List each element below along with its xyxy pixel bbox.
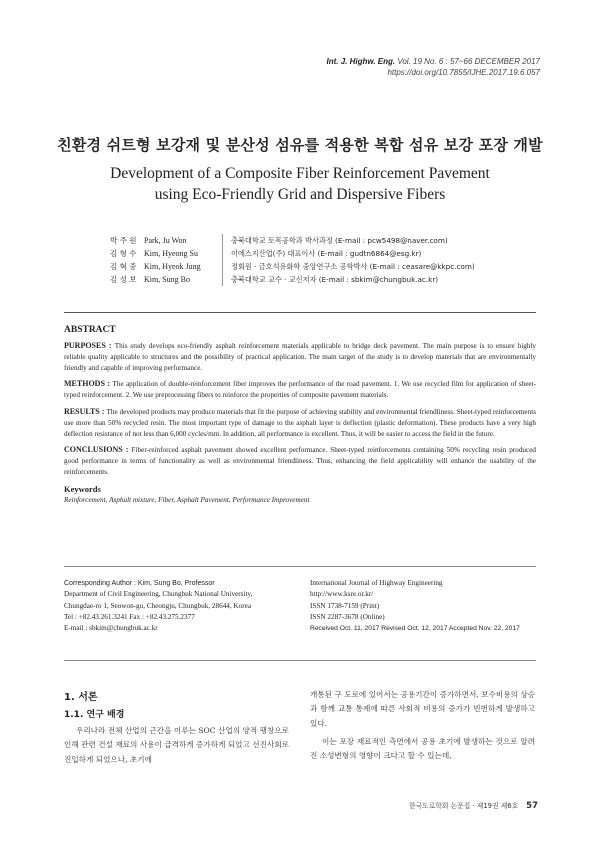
- abstract-bottom-rule: [64, 566, 536, 567]
- author-name-ko: 박 주 원: [110, 236, 137, 245]
- body-paragraph: 개통된 구 도로에 있어서는 공용기간이 증가하면서, 보수비용의 상승과 함께 교통 통제에 따른 사회적 비용의 증가가 빈번하게 발생하고 있다.: [310, 690, 535, 728]
- corresponding-author: Corresponding Author : Kim, Sung Bo, Professor: [64, 580, 215, 587]
- results-text: The developed products may produce materials that fit the purpose of achieving stability and environmental friendliness. Sheet-typed reinforcements use more than 50% recycled resin. The most important type of damage to the asphalt layer is deflection (plastic deformation). These products have a very high deflection resistance of not less than 6,000 cycles/mm. In addition, all performance is excellent. Thus, it will be easier to access the field in the future.: [64, 407, 536, 438]
- body-top-rule: [64, 660, 536, 661]
- conclusions-label: CONCLUSIONS :: [64, 445, 132, 455]
- author-affiliation: 이에스지산업(주) 대표이사 (E-mail : gudtn6864@esg.kr): [222, 247, 421, 260]
- body-right-column: [310, 688, 535, 763]
- footer-journal: 한국도로학회 논문집 · 제19권 제6호: [409, 802, 519, 810]
- journal-url[interactable]: http://www.ksre.or.kr/: [310, 590, 374, 599]
- author-row: [110, 234, 475, 247]
- abstract-conclusions: [64, 445, 536, 477]
- keywords-heading: Keywords: [64, 483, 101, 494]
- corresponding-phone: Tel : +82.43.261.3241 Fax : +82.43.275.2377: [64, 612, 195, 621]
- journal-info-block: [310, 578, 538, 634]
- results-label: RESULTS :: [64, 406, 107, 416]
- purposes-text: This study develops eco-friendly asphalt reinforcement materials applicable to bridge deck pavement. The main purpose is to ensure highly reliable quality applicable to structures and the possibility of practical application. The main target of the study is to develop materials that are environmentally friendly and capable of improving performance.: [64, 342, 536, 372]
- journal-reference: [327, 56, 541, 78]
- keywords-list: Reinforcement, Asphalt mixture, Fiber, Asphalt Pavement, Performance Improvement: [64, 495, 310, 504]
- author-list: [110, 234, 475, 286]
- author-name-en: Kim, Hyeok Jung: [144, 262, 201, 271]
- journal-abbrev: Int. J. Highw. Eng.: [326, 57, 396, 66]
- corresponding-address: Chungdae-ro 1, Seowon-gu, Cheongju, Chungbuk, 28644, Korea: [64, 601, 252, 610]
- body-left-column: [64, 688, 289, 767]
- article-dates: Received Oct. 11, 2017 Revised Oct. 12, 2017 Accepted Nov. 22, 2017: [310, 625, 520, 633]
- journal-name: International Journal of Highway Engineering: [310, 579, 443, 587]
- corresponding-dept: Department of Civil Engineering, Chungbuk National University,: [64, 590, 253, 599]
- abstract-methods: [64, 379, 536, 401]
- title-korean: 친환경 쉬트형 보강재 및 분산성 섬유를 적용한 복합 섬유 보강 포장 개발: [57, 136, 543, 154]
- journal-volume: Vol. 19 No. 6 : 57~66 DECEMBER 2017: [395, 57, 540, 66]
- body-paragraph: 우리나라 전체 산업의 근간을 이루는 SOC 산업의 양적 팽창으로 인해 관련 건설 재료의 사용이 급격하게 증가하게 되었고 선진사회로 진입하게 되었으나, 초기에: [64, 726, 289, 764]
- author-affiliation: 충북대학교 교수 · 교신저자 (E-mail : sbkim@chungbuk.ac.kr): [222, 273, 438, 286]
- issn-print: ISSN 1738-7159 (Print): [310, 601, 380, 610]
- author-name-en: Park, Ju Won: [144, 236, 187, 245]
- methods-label: METHODS :: [64, 379, 113, 389]
- abstract-purposes: [64, 341, 536, 373]
- title-english: [0, 163, 600, 205]
- issn-online: ISSN 2287-3678 (Online): [310, 612, 385, 621]
- methods-text: The application of double-reinforcement fiber improves the performance of the road pavement. 1. We use recycled film for application of sheet-typed reinforcement. 2. We use preprocessing fibers to reinforce the properties of composite pavement materials.: [64, 380, 537, 400]
- author-name-ko: 김 형 수: [110, 249, 137, 258]
- title-english-line2: using Eco-Friendly Grid and Dispersive Fibers: [154, 186, 446, 203]
- author-name-en: Kim, Sung Bo: [144, 275, 191, 284]
- author-row: [110, 260, 475, 273]
- corresponding-email: E-mail : sbkim@chungbuk.ac.kr: [64, 624, 158, 633]
- abstract-block: [64, 325, 536, 504]
- subsection-heading: 1.1. 연구 배경: [64, 710, 125, 720]
- abstract-results: [64, 407, 536, 439]
- body-paragraph: 이는 포장 재료적인 측면에서 공용 초기에 발생하는 것으로 알려진 소성변형의 영향이 크다고 할 수 있는데,: [310, 736, 535, 761]
- abstract-top-rule: [64, 312, 536, 313]
- page-footer: [409, 800, 538, 811]
- section-heading: 1. 서론: [64, 692, 98, 703]
- author-name-en: Kim, Hyeong Su: [144, 249, 198, 258]
- author-affiliation: 정회원 · 금호석유화학 중앙연구소 공학박사 (E-mail : ceasare@kkpc.com): [222, 260, 475, 273]
- purposes-label: PURPOSES :: [64, 341, 115, 350]
- corresponding-author-block: [64, 578, 286, 634]
- abstract-heading: ABSTRACT: [64, 325, 116, 335]
- author-name-ko: 김 혁 중: [110, 262, 137, 271]
- doi-link[interactable]: https://doi.org/10.7855/IJHE.2017.19.6.057: [387, 68, 540, 77]
- conclusions-text: Fiber-reinforced asphalt pavement showed excellent performance. Sheet-typed reinforcements containing 50% recycling resin produced good performance in terms of functionality as well as environmental friendliness. Thus, enhancing the field applicability will enhance the usability of the reinforcements.: [64, 446, 536, 476]
- author-row: [110, 273, 475, 286]
- author-affiliation: 충북대학교 토목공학과 박사과정 (E-mail : pcw5498@naver.com): [222, 234, 448, 247]
- page-number: 57: [526, 801, 538, 811]
- author-name-ko: 김 성 보: [110, 275, 137, 284]
- title-english-line1: Development of a Composite Fiber Reinforcement Pavement: [110, 165, 490, 182]
- author-row: [110, 247, 475, 260]
